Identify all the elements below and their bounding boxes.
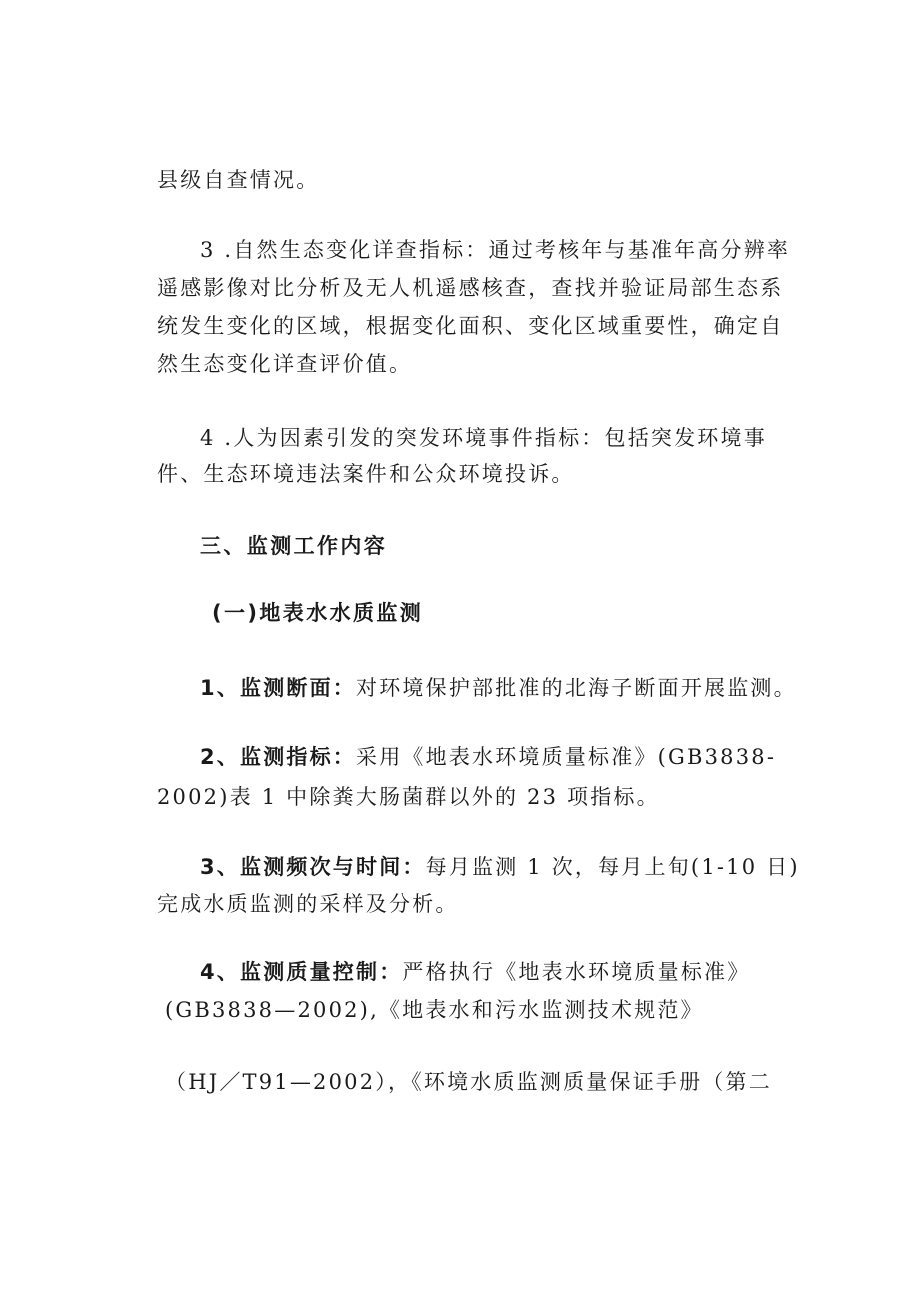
monitoring-frequency-text: 每月监测 1 次，每月上旬(1-10 日) (425, 855, 800, 879)
monitoring-indicators-label: 2、监测指标： (200, 745, 357, 769)
item3-line3: 统发生变化的区域，根据变化面积、变化区域重要性，确定自 (157, 314, 784, 338)
monitoring-frequency-line2: 完成水质监测的采样及分析。 (157, 892, 459, 916)
item3-line2: 遥感影像对比分析及无人机遥感核查，查找并验证局部生态系 (157, 276, 784, 300)
quality-control-text: 严格执行《地表水环境质量标准》 (402, 960, 751, 984)
section3-heading: 三、监测工作内容 (200, 534, 388, 558)
monitoring-frequency-label: 3、监测频次与时间： (200, 855, 426, 879)
quality-control-item (200, 958, 750, 986)
monitoring-indicators-line2: 2002)表 1 中除粪大肠菌群以外的 23 项指标。 (157, 785, 660, 809)
quality-control-line3: （HJ／T91—2002），《环境水质监测质量保证手册（第二 (165, 1070, 772, 1094)
subsection1-heading: (一)地表水水质监测 (212, 601, 424, 625)
quality-control-label: 4、监测质量控制： (200, 960, 403, 984)
monitoring-indicators-text: 采用《地表水环境质量标准》(GB3838- (356, 745, 777, 769)
monitoring-section-item (200, 674, 797, 702)
monitoring-frequency-item (200, 853, 800, 881)
item3-line4: 然生态变化详查评价值。 (157, 352, 413, 376)
quality-control-line2: (GB3838—2002),《地表水和污水监测技术规范》 (165, 998, 704, 1022)
monitoring-indicators-item (200, 743, 776, 771)
monitoring-section-label: 1、监测断面： (200, 676, 357, 700)
item3-line1: 3 .自然生态变化详查指标：通过考核年与基准年高分辨率 (200, 238, 791, 262)
item4-line1: 4 .人为因素引发的突发环境事件指标：包括突发环境事 (200, 426, 767, 450)
monitoring-section-text: 对环境保护部批准的北海子断面开展监测。 (356, 676, 797, 700)
item4-line2: 件、生态环境违法案件和公众环境投诉。 (157, 462, 575, 486)
paragraph-intro: 县级自查情况。 (157, 168, 320, 192)
